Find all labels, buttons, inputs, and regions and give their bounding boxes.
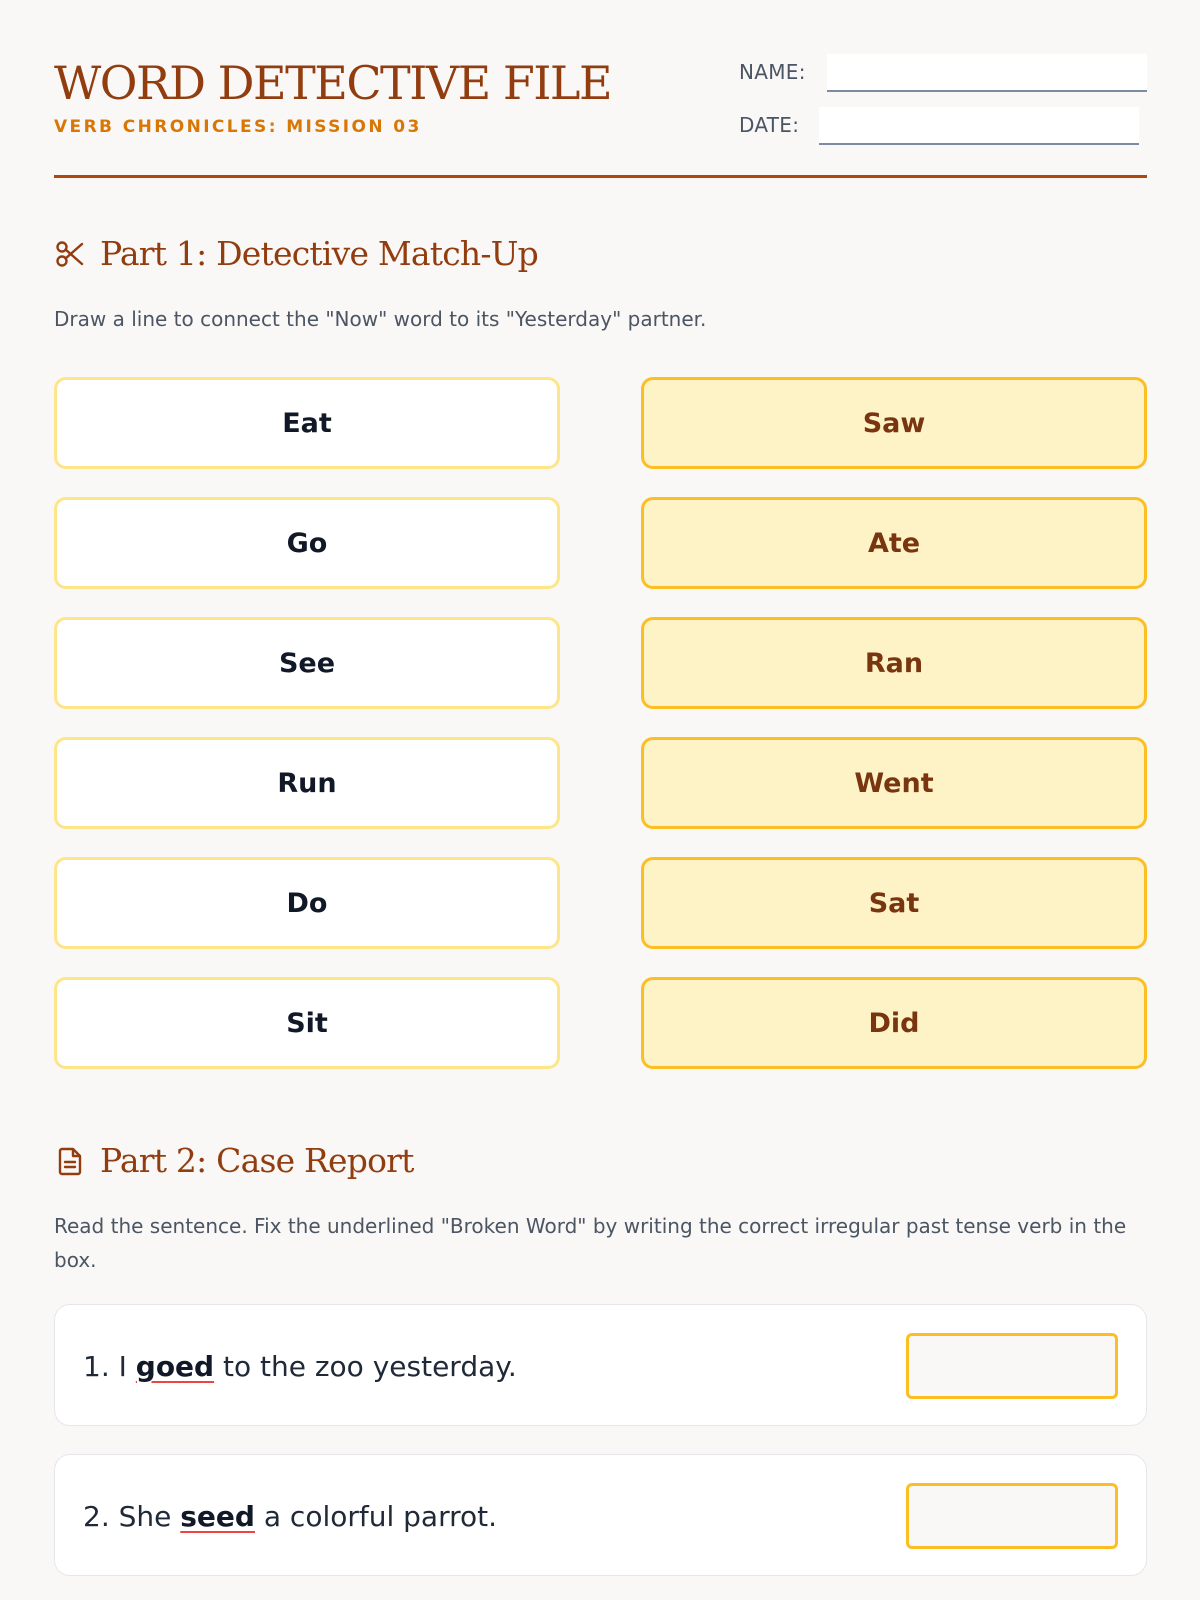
part2-title: Part 2: Case Report [100,1141,414,1180]
broken-word: goed [135,1349,215,1383]
document-icon [54,1145,86,1177]
sentence-suffix: a colorful parrot. [254,1499,498,1533]
part1-heading [54,234,538,273]
case-report-item [54,1304,1147,1426]
yesterday-word-ate[interactable]: Ate [641,497,1147,589]
yesterday-word-sat[interactable]: Sat [641,857,1147,949]
now-word-go[interactable]: Go [54,497,560,589]
worksheet-subtitle: VERB CHRONICLES: MISSION 03 [54,117,422,137]
part2-heading [54,1141,414,1180]
part1-title: Part 1: Detective Match-Up [100,234,539,273]
answer-input[interactable] [906,1333,1118,1399]
name-label: NAME: [739,60,806,84]
yesterday-word-did[interactable]: Did [641,977,1147,1069]
date-field[interactable] [819,107,1139,145]
answer-input[interactable] [906,1483,1118,1549]
date-label: DATE: [739,113,800,137]
broken-word: seed [180,1499,255,1533]
part2-instruction: Read the sentence. Fix the underlined "Broken Word" by writing the correct irregular past tense verb in the box. [54,1214,1127,1272]
now-word-do[interactable]: Do [54,857,560,949]
now-word-run[interactable]: Run [54,737,560,829]
part1-instruction: Draw a line to connect the "Now" word to its "Yesterday" partner. [54,307,707,331]
yesterday-word-went[interactable]: Went [641,737,1147,829]
case-sentence [83,1455,497,1577]
yesterday-word-saw[interactable]: Saw [641,377,1147,469]
now-word-sit[interactable]: Sit [54,977,560,1069]
worksheet-header [54,0,1147,178]
worksheet-title: WORD DETECTIVE FILE [54,56,612,110]
now-word-eat[interactable]: Eat [54,377,560,469]
sentence-suffix: to the zoo yesterday. [214,1349,517,1383]
scissors-icon [54,238,86,270]
case-sentence [83,1305,517,1427]
now-word-see[interactable]: See [54,617,560,709]
sentence-prefix: 2. She [83,1499,181,1533]
yesterday-word-ran[interactable]: Ran [641,617,1147,709]
sentence-prefix: 1. I [83,1349,136,1383]
worksheet-page [54,0,1147,1533]
name-field[interactable] [827,54,1147,92]
case-report-item [54,1454,1147,1576]
